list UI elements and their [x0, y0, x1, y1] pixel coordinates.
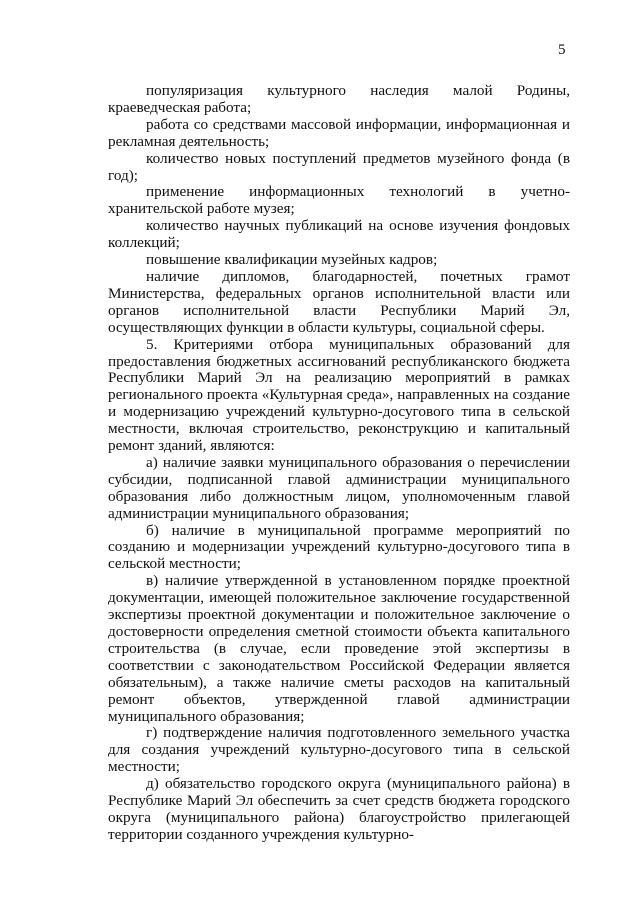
paragraph: применение информационных технологий в учетно-хранительской работе музея;	[108, 183, 570, 218]
paragraph: д) обязательство городского округа (муниципального района) в Республике Марий Эл обеспечить за счет средств бюджета городского округа (муниципального района) благоустройство прилегающей территории созданного учреждения культурно-	[108, 775, 570, 843]
paragraph: г) подтверждение наличия подготовленного земельного участка для создания учреждений культурно-досугового типа в сельской местности;	[108, 724, 570, 776]
paragraph: наличие дипломов, благодарностей, почетных грамот Министерства, федеральных органов исполнительной власти или органов исполнительной власти Республики Марий Эл, осуществляющих функции в области культуры, социальной сферы.	[108, 267, 570, 336]
document-body	[108, 83, 570, 844]
paragraph: количество научных публикаций на основе изучения фондовых коллекций;	[108, 217, 570, 252]
paragraph: количество новых поступлений предметов музейного фонда (в год);	[108, 149, 570, 184]
paragraph: работа со средствами массовой информации, информационная и рекламная деятельность;	[108, 115, 570, 150]
paragraph: популяризация культурного наследия малой Родины, краеведческая работа;	[108, 82, 570, 116]
paragraph: а) наличие заявки муниципального образования о перечислении субсидии, подписанной главой администрации муниципального образования либо должностным лицом, уполномоченным главой администрации муниципального образования;	[108, 453, 570, 522]
page-number: 5	[558, 42, 566, 58]
paragraph: 5. Критериями отбора муниципальных образований для предоставления бюджетных ассигнований республиканского бюджета Республики Марий Эл на реализацию мероприятий в рамках регионального проекта «Культурная среда», направленных на создание и модернизацию учреждений культурно-досугового типа в сельской местности, включая строительство, реконструкцию и капитальный ремонт зданий, являются:	[108, 335, 570, 455]
paragraph: б) наличие в муниципальной программе мероприятий по созданию и модернизации учреждений культурно-досугового типа в сельской местности;	[108, 521, 570, 573]
paragraph: повышение квалификации музейных кадров;	[146, 251, 438, 269]
paragraph: в) наличие утвержденной в установленном порядке проектной документации, имеющей положительное заключение государственной экспертизы проектной документации и положительное заключение о достоверности определения сметной стоимости объекта капитального строительства (в случае, если проведение этой экспертизы в соответствии с законодательством Российской Федерации является обязательным), а также наличие сметы расходов на капитальный ремонт объектов, утвержденной главой администрации муниципального образования;	[108, 572, 570, 725]
